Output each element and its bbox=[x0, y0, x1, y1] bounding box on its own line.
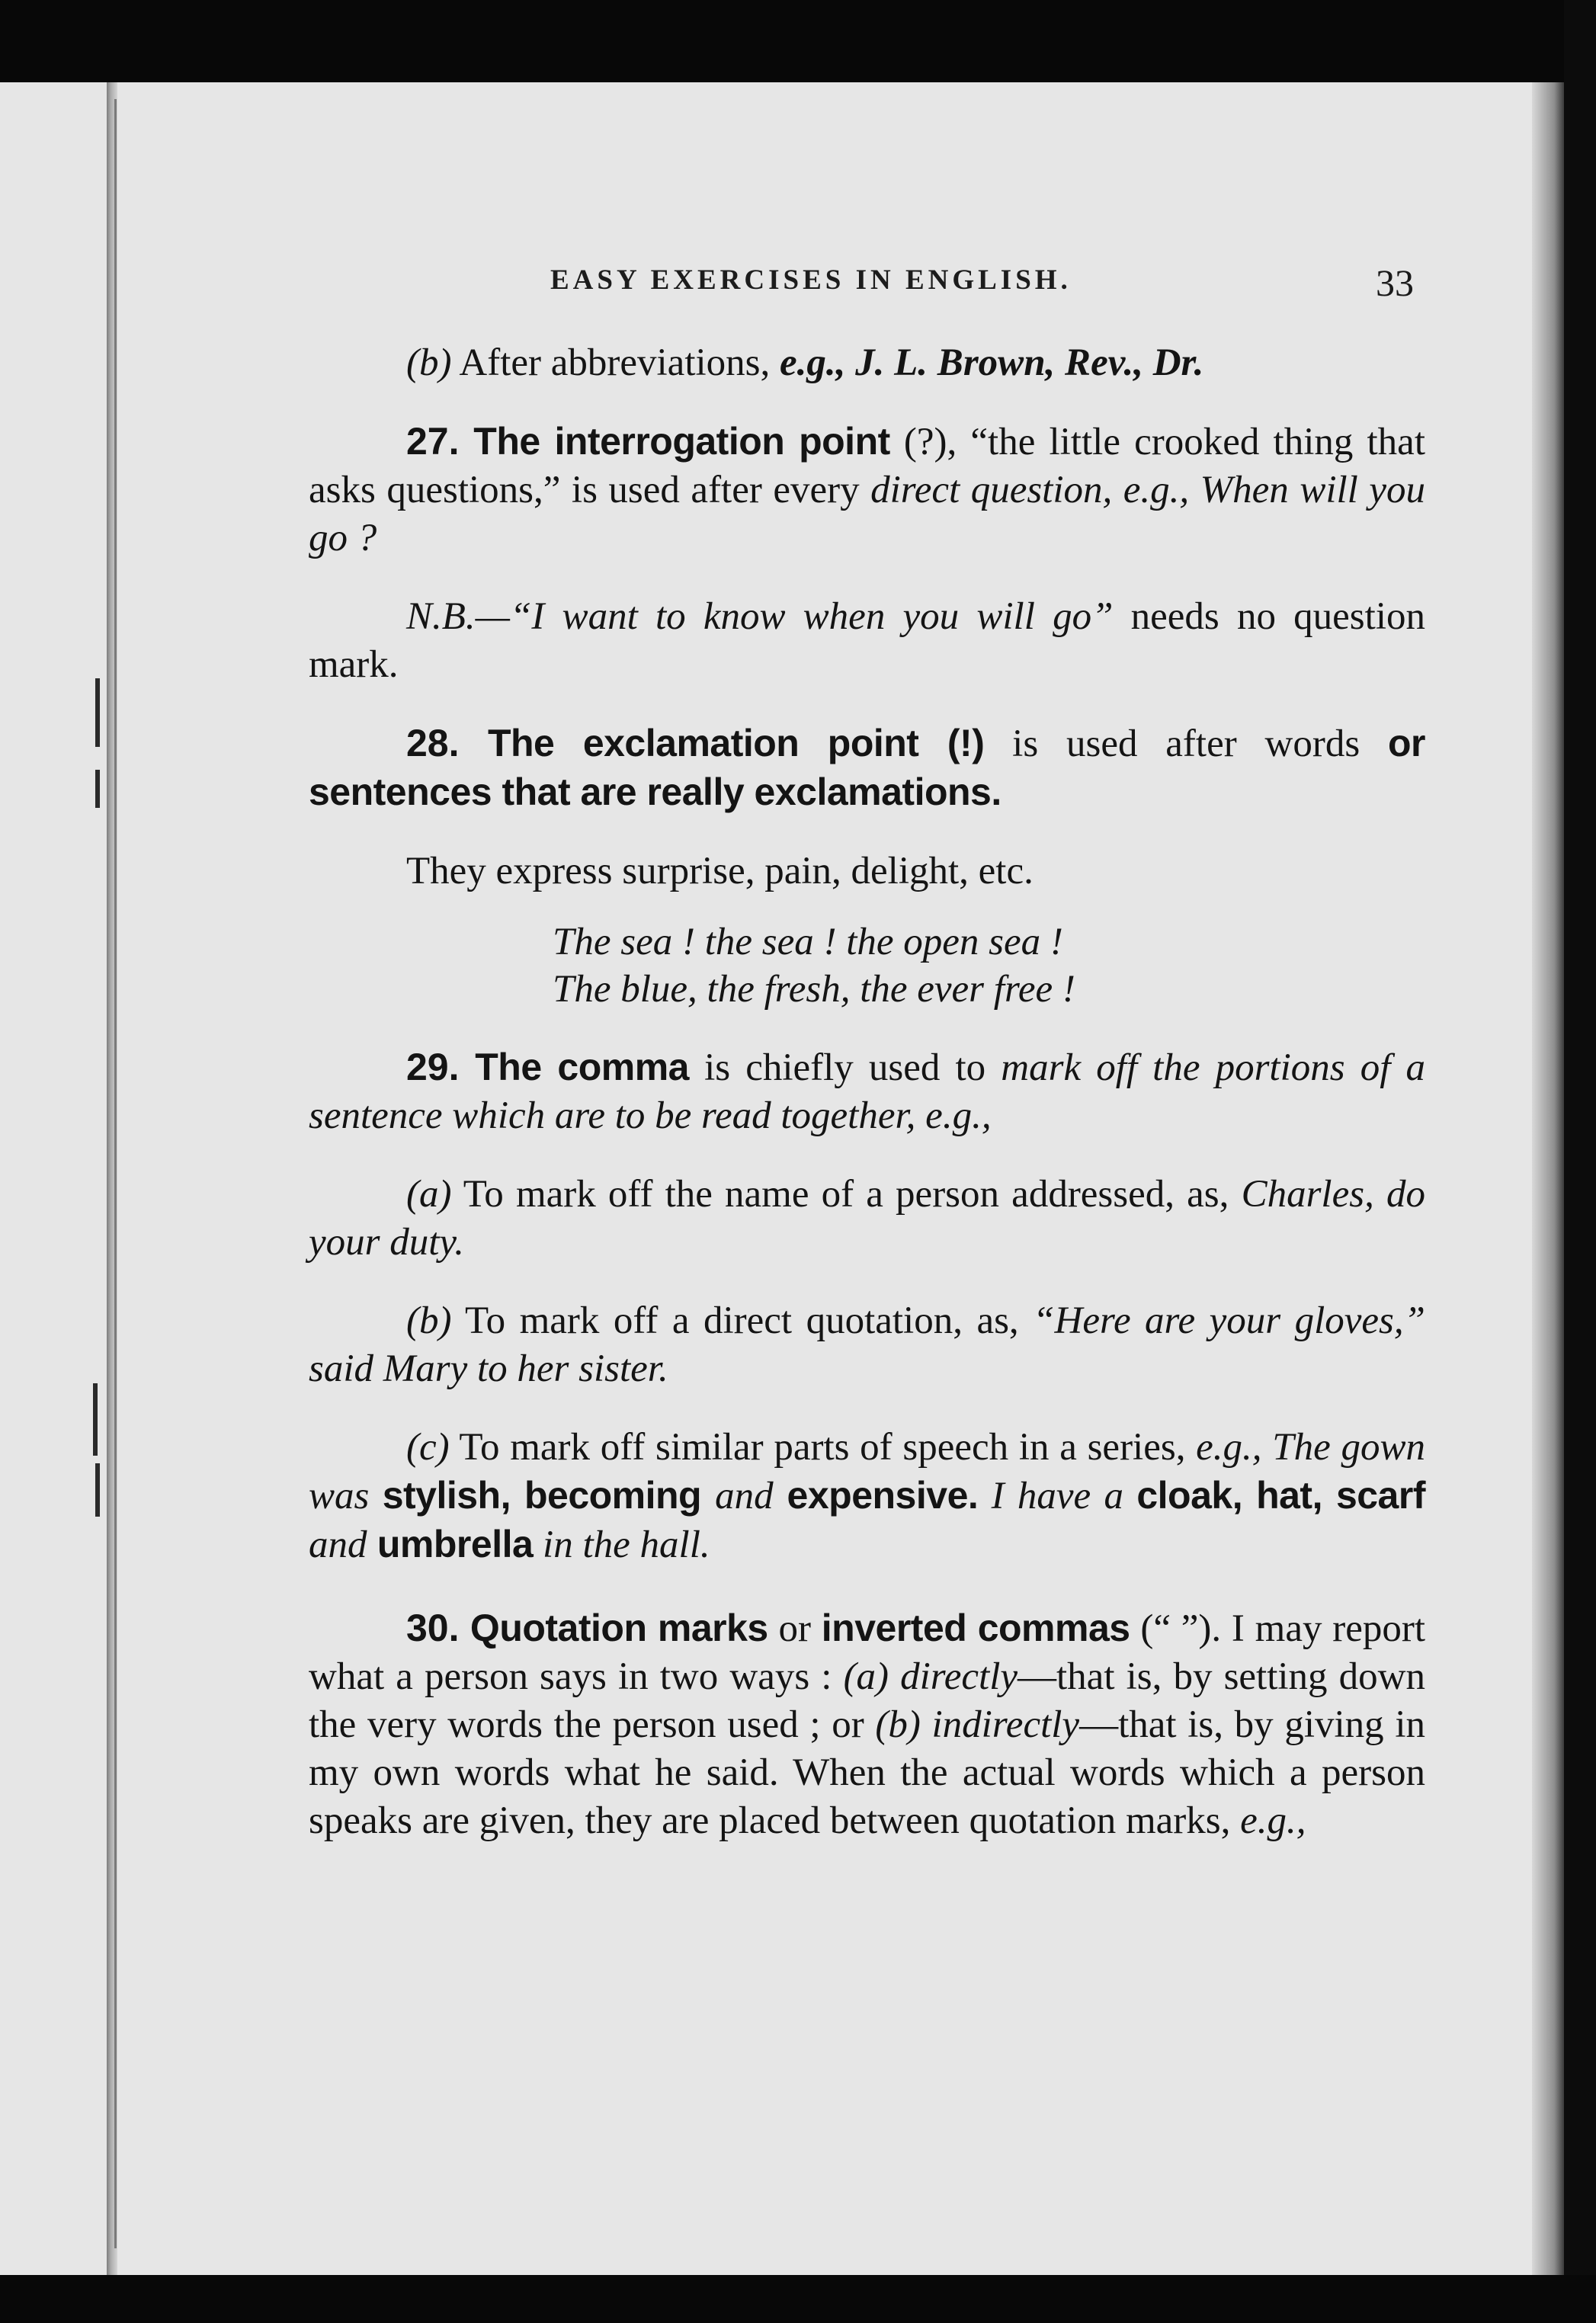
page-number: 33 bbox=[1376, 261, 1414, 304]
section-text: is used after words bbox=[984, 723, 1388, 765]
section-29 bbox=[309, 1043, 1425, 1140]
section-title: The comma bbox=[459, 1046, 689, 1088]
page-header bbox=[0, 258, 1564, 311]
section-28 bbox=[309, 719, 1425, 817]
binding-mark bbox=[95, 770, 100, 808]
section-example: direct question, e.g., When will you go ? bbox=[309, 469, 1425, 559]
scan-border-bottom bbox=[0, 2275, 1596, 2323]
item-example: and bbox=[715, 1475, 774, 1517]
item-example: Charles, do your duty. bbox=[309, 1173, 1425, 1264]
section-text: or bbox=[768, 1607, 822, 1650]
section-29a bbox=[309, 1171, 1425, 1267]
item-marker: (b) bbox=[406, 341, 452, 384]
section-27 bbox=[309, 418, 1425, 562]
section-number: 27. bbox=[406, 420, 460, 463]
eg-label: e.g., bbox=[780, 341, 846, 384]
section-number: 29. bbox=[406, 1046, 460, 1088]
binding-mark bbox=[95, 1463, 100, 1517]
paragraph-text: After abbreviations, bbox=[451, 341, 780, 384]
section-title: The exclamation point (!) bbox=[459, 722, 985, 764]
section-title: Quotation marks bbox=[459, 1607, 768, 1649]
section-symbol: (?), bbox=[889, 421, 957, 463]
section-number: 28. bbox=[406, 722, 460, 764]
section-text: —that is, by giving in my own words what he said. When the actual words which a person speaks are given, they are placed between quotation marks, bbox=[309, 1703, 1425, 1842]
item-marker: (a) bbox=[406, 1173, 452, 1216]
poem-line: The sea ! the sea ! the open sea ! bbox=[553, 921, 1063, 963]
item-example-bold: stylish, becoming bbox=[382, 1474, 716, 1517]
section-title: The interrogation point bbox=[459, 420, 890, 463]
poem-quotation bbox=[553, 918, 1425, 1013]
paragraph-b-abbreviations bbox=[309, 339, 1425, 387]
item-example: e.g., The gown was bbox=[309, 1426, 1426, 1517]
item-example: I have a bbox=[978, 1475, 1137, 1517]
abbreviation-examples: J. L. Brown, Rev., Dr. bbox=[845, 341, 1204, 384]
section-29c bbox=[309, 1424, 1425, 1569]
item-example: and bbox=[309, 1524, 367, 1566]
scan-border-top bbox=[0, 0, 1596, 82]
section-text-bold: or sentences that are really exclamations. bbox=[309, 722, 1425, 813]
exclamation-description: They express surprise, pain, delight, etc. bbox=[406, 850, 1034, 892]
section-text: I may report what a person says in two ways : bbox=[309, 1607, 1426, 1698]
item-text: To mark off a direct quotation, as, bbox=[451, 1299, 1034, 1342]
section-title: inverted commas bbox=[821, 1607, 1130, 1649]
poem-line: The blue, the fresh, the ever free ! bbox=[553, 968, 1075, 1011]
item-example-bold: umbrella bbox=[367, 1523, 534, 1565]
binding-mark bbox=[93, 1383, 98, 1456]
item-text: To mark off the name of a person addressed, as, bbox=[451, 1173, 1242, 1216]
running-head: EASY EXERCISES IN ENGLISH. bbox=[550, 264, 1072, 296]
section-italic-text: (b) indirectly bbox=[875, 1703, 1080, 1746]
note-text: needs no question mark. bbox=[309, 595, 1425, 686]
section-29b bbox=[309, 1297, 1425, 1393]
item-example-bold: cloak, hat, scarf bbox=[1136, 1474, 1425, 1517]
binding-mark bbox=[95, 678, 100, 747]
note-example: N.B.—“I want to know when you will go” bbox=[406, 595, 1114, 638]
item-marker: (b) bbox=[406, 1299, 452, 1342]
section-symbol: (“ ”). bbox=[1130, 1607, 1222, 1650]
section-30 bbox=[309, 1604, 1425, 1845]
section-italic-text: e.g., bbox=[1240, 1799, 1306, 1842]
section-italic-text: mark off the portions of a sentence which are to be read together, e.g., bbox=[309, 1046, 1425, 1137]
item-example: “Here are your gloves,” said Mary to her sister. bbox=[309, 1299, 1425, 1390]
section-text: “the little crooked thing that asks questions,” is used after every bbox=[309, 421, 1425, 511]
section-number: 30. bbox=[406, 1607, 460, 1649]
item-text: To mark off similar parts of speech in a series, bbox=[449, 1426, 1197, 1469]
item-marker: (c) bbox=[406, 1426, 450, 1469]
item-example-bold: expensive. bbox=[773, 1474, 979, 1517]
section-italic-text: (a) directly bbox=[843, 1655, 1018, 1698]
section-text: —that is, by setting down the very words the person used ; or bbox=[309, 1655, 1425, 1746]
page-body bbox=[309, 339, 1425, 1845]
gutter-line bbox=[114, 99, 117, 2248]
item-example: in the hall. bbox=[533, 1524, 710, 1566]
scan-border-right bbox=[1564, 0, 1596, 2323]
page-edge-shadow bbox=[1532, 82, 1564, 2275]
note-nb bbox=[309, 593, 1425, 689]
section-text: is chiefly used to bbox=[688, 1046, 1002, 1089]
